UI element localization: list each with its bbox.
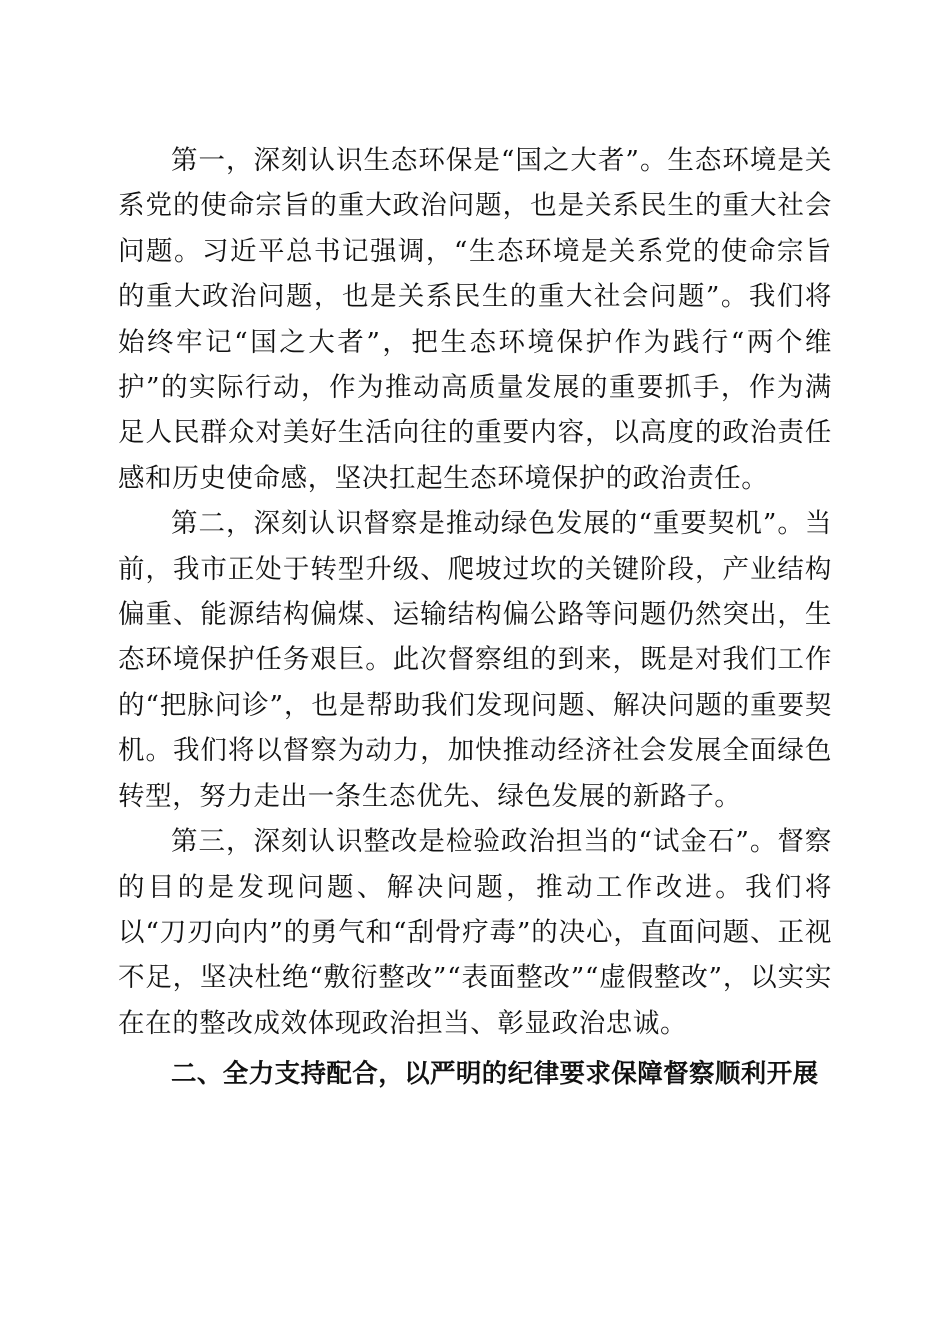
paragraph-first: 第一，深刻认识生态环保是“国之大者”。生态环境是关系党的使命宗旨的重大政治问题，也是关系民生的重大社会问题。习近平总书记强调，“生态环境是关系党的使命宗旨的重大政治问题，也是关系民生的重大社会问题”。我们将始终牢记“国之大者”，把生态环境保护作为践行“两个维护”的实际行动，作为推动高质量发展的重要抓手，作为满足人民群众对美好生活向往的重要内容，以高度的政治责任感和历史使命感，坚决扛起生态环境保护的政治责任。 (118, 145, 832, 494)
paragraph-second: 第二，深刻认识督察是推动绿色发展的“重要契机”。当前，我市正处于转型升级、爬坡过坎的关键阶段，产业结构偏重、能源结构偏煤、运输结构偏公路等问题仍然突出，生态环境保护任务艰巨。此次督察组的到来，既是对我们工作的“把脉问诊”，也是帮助我们发现问题、解决问题的重要契机。我们将以督察为动力，加快推动经济社会发展全面绿色转型，努力走出一条生态优先、绿色发展的新路子。 (118, 508, 832, 812)
paragraph-third: 第三，深刻认识整改是检验政治担当的“试金石”。督察的目的是发现问题、解决问题，推动工作改进。我们将以“刀刃向内”的勇气和“刮骨疗毒”的决心，直面问题、正视不足，坚决杜绝“敷衍整改”“表面整改”“虚假整改”，以实实在在的整改成效体现政治担当、彰显政治忠诚。 (118, 826, 832, 1039)
document-body (118, 138, 832, 1098)
section-heading: 二、全力支持配合，以严明的纪律要求保障督察顺利开展 (171, 1059, 819, 1090)
